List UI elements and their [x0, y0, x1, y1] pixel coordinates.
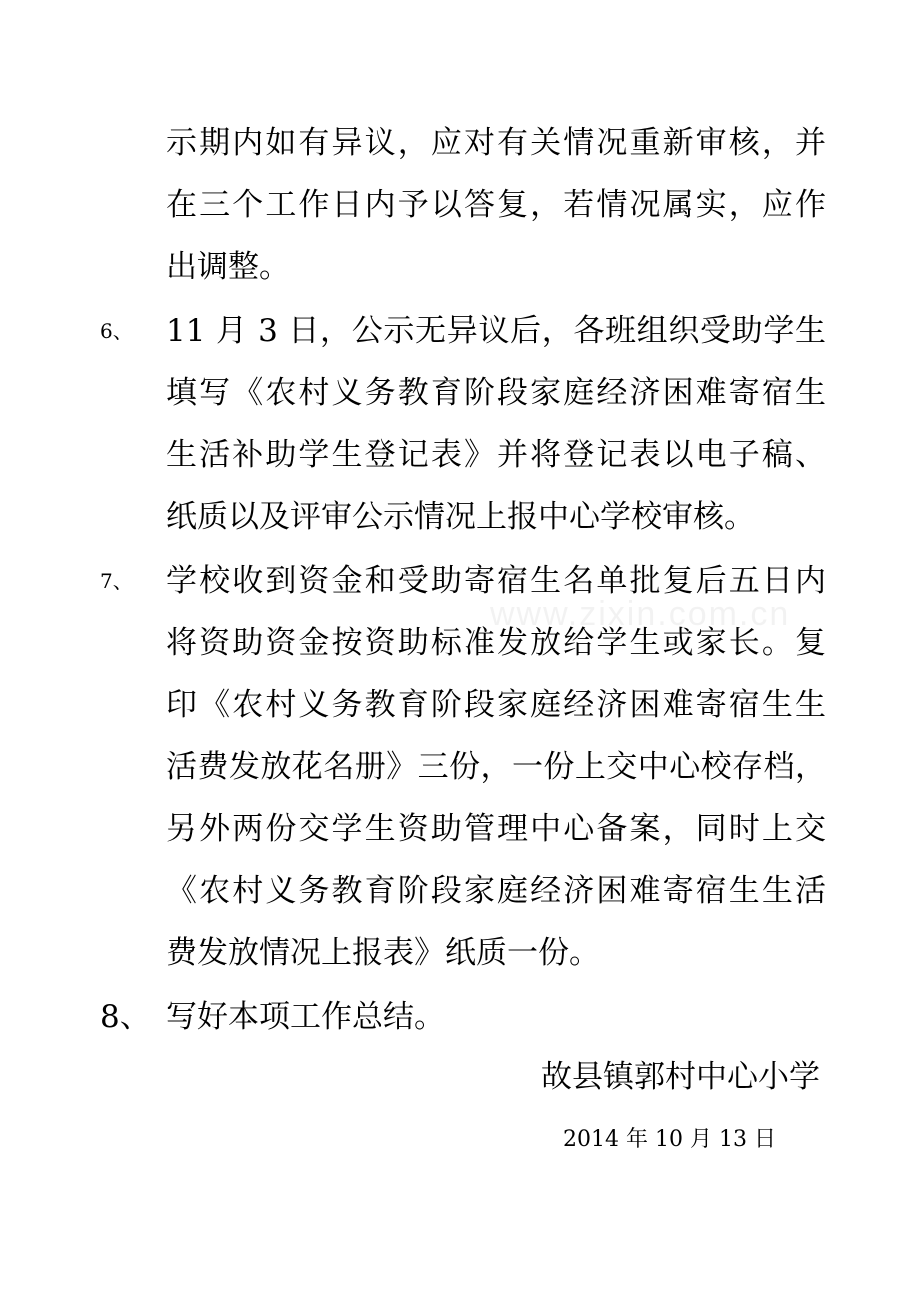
item-6-line-1: 11 月 3 日，公示无异议后，各班组织受助学生 [166, 313, 826, 349]
item-7-line-6: 《农村义务教育阶段家庭经济困难寄宿生生活 [166, 873, 826, 909]
item-6-line-4: 纸质以及评审公示情况上报中心学校审核。 [166, 499, 755, 535]
item-7-line-7: 费发放情况上报表》纸质一份。 [166, 935, 600, 971]
item-8-number: 8、 [100, 999, 151, 1035]
item-5-line-1: 示期内如有异议，应对有关情况重新审核，并 [166, 125, 826, 161]
item-7-line-2: 将资助资金按资助标准发放给学生或家长。复 [166, 625, 826, 661]
item-6-line-2: 填写《农村义务教育阶段家庭经济困难寄宿生 [166, 375, 826, 411]
item-7-line-5: 另外两份交学生资助管理中心备案，同时上交 [166, 811, 826, 847]
item-8-line-1: 写好本项工作总结。 [166, 999, 445, 1035]
item-6-number: 6、 [100, 319, 133, 343]
item-6-line-3: 生活补助学生登记表》并将登记表以电子稿、 [166, 437, 826, 473]
watermark: www.zixin.com.cn [490, 595, 791, 633]
signature-organization: 故县镇郭村中心小学 [541, 1059, 820, 1095]
item-7-line-3: 印《农村义务教育阶段家庭经济困难寄宿生生 [166, 687, 826, 723]
item-7-line-1: 学校收到资金和受助寄宿生名单批复后五日内 [166, 563, 826, 599]
item-7-line-4: 活费发放花名册》三份，一份上交中心校存档， [166, 749, 826, 785]
item-7-number: 7、 [100, 569, 133, 593]
item-5-line-3: 出调整。 [166, 249, 290, 285]
signature-date: 2014 年 10 月 13 日 [563, 1127, 776, 1152]
item-5-line-2: 在三个工作日内予以答复，若情况属实，应作 [166, 187, 826, 223]
